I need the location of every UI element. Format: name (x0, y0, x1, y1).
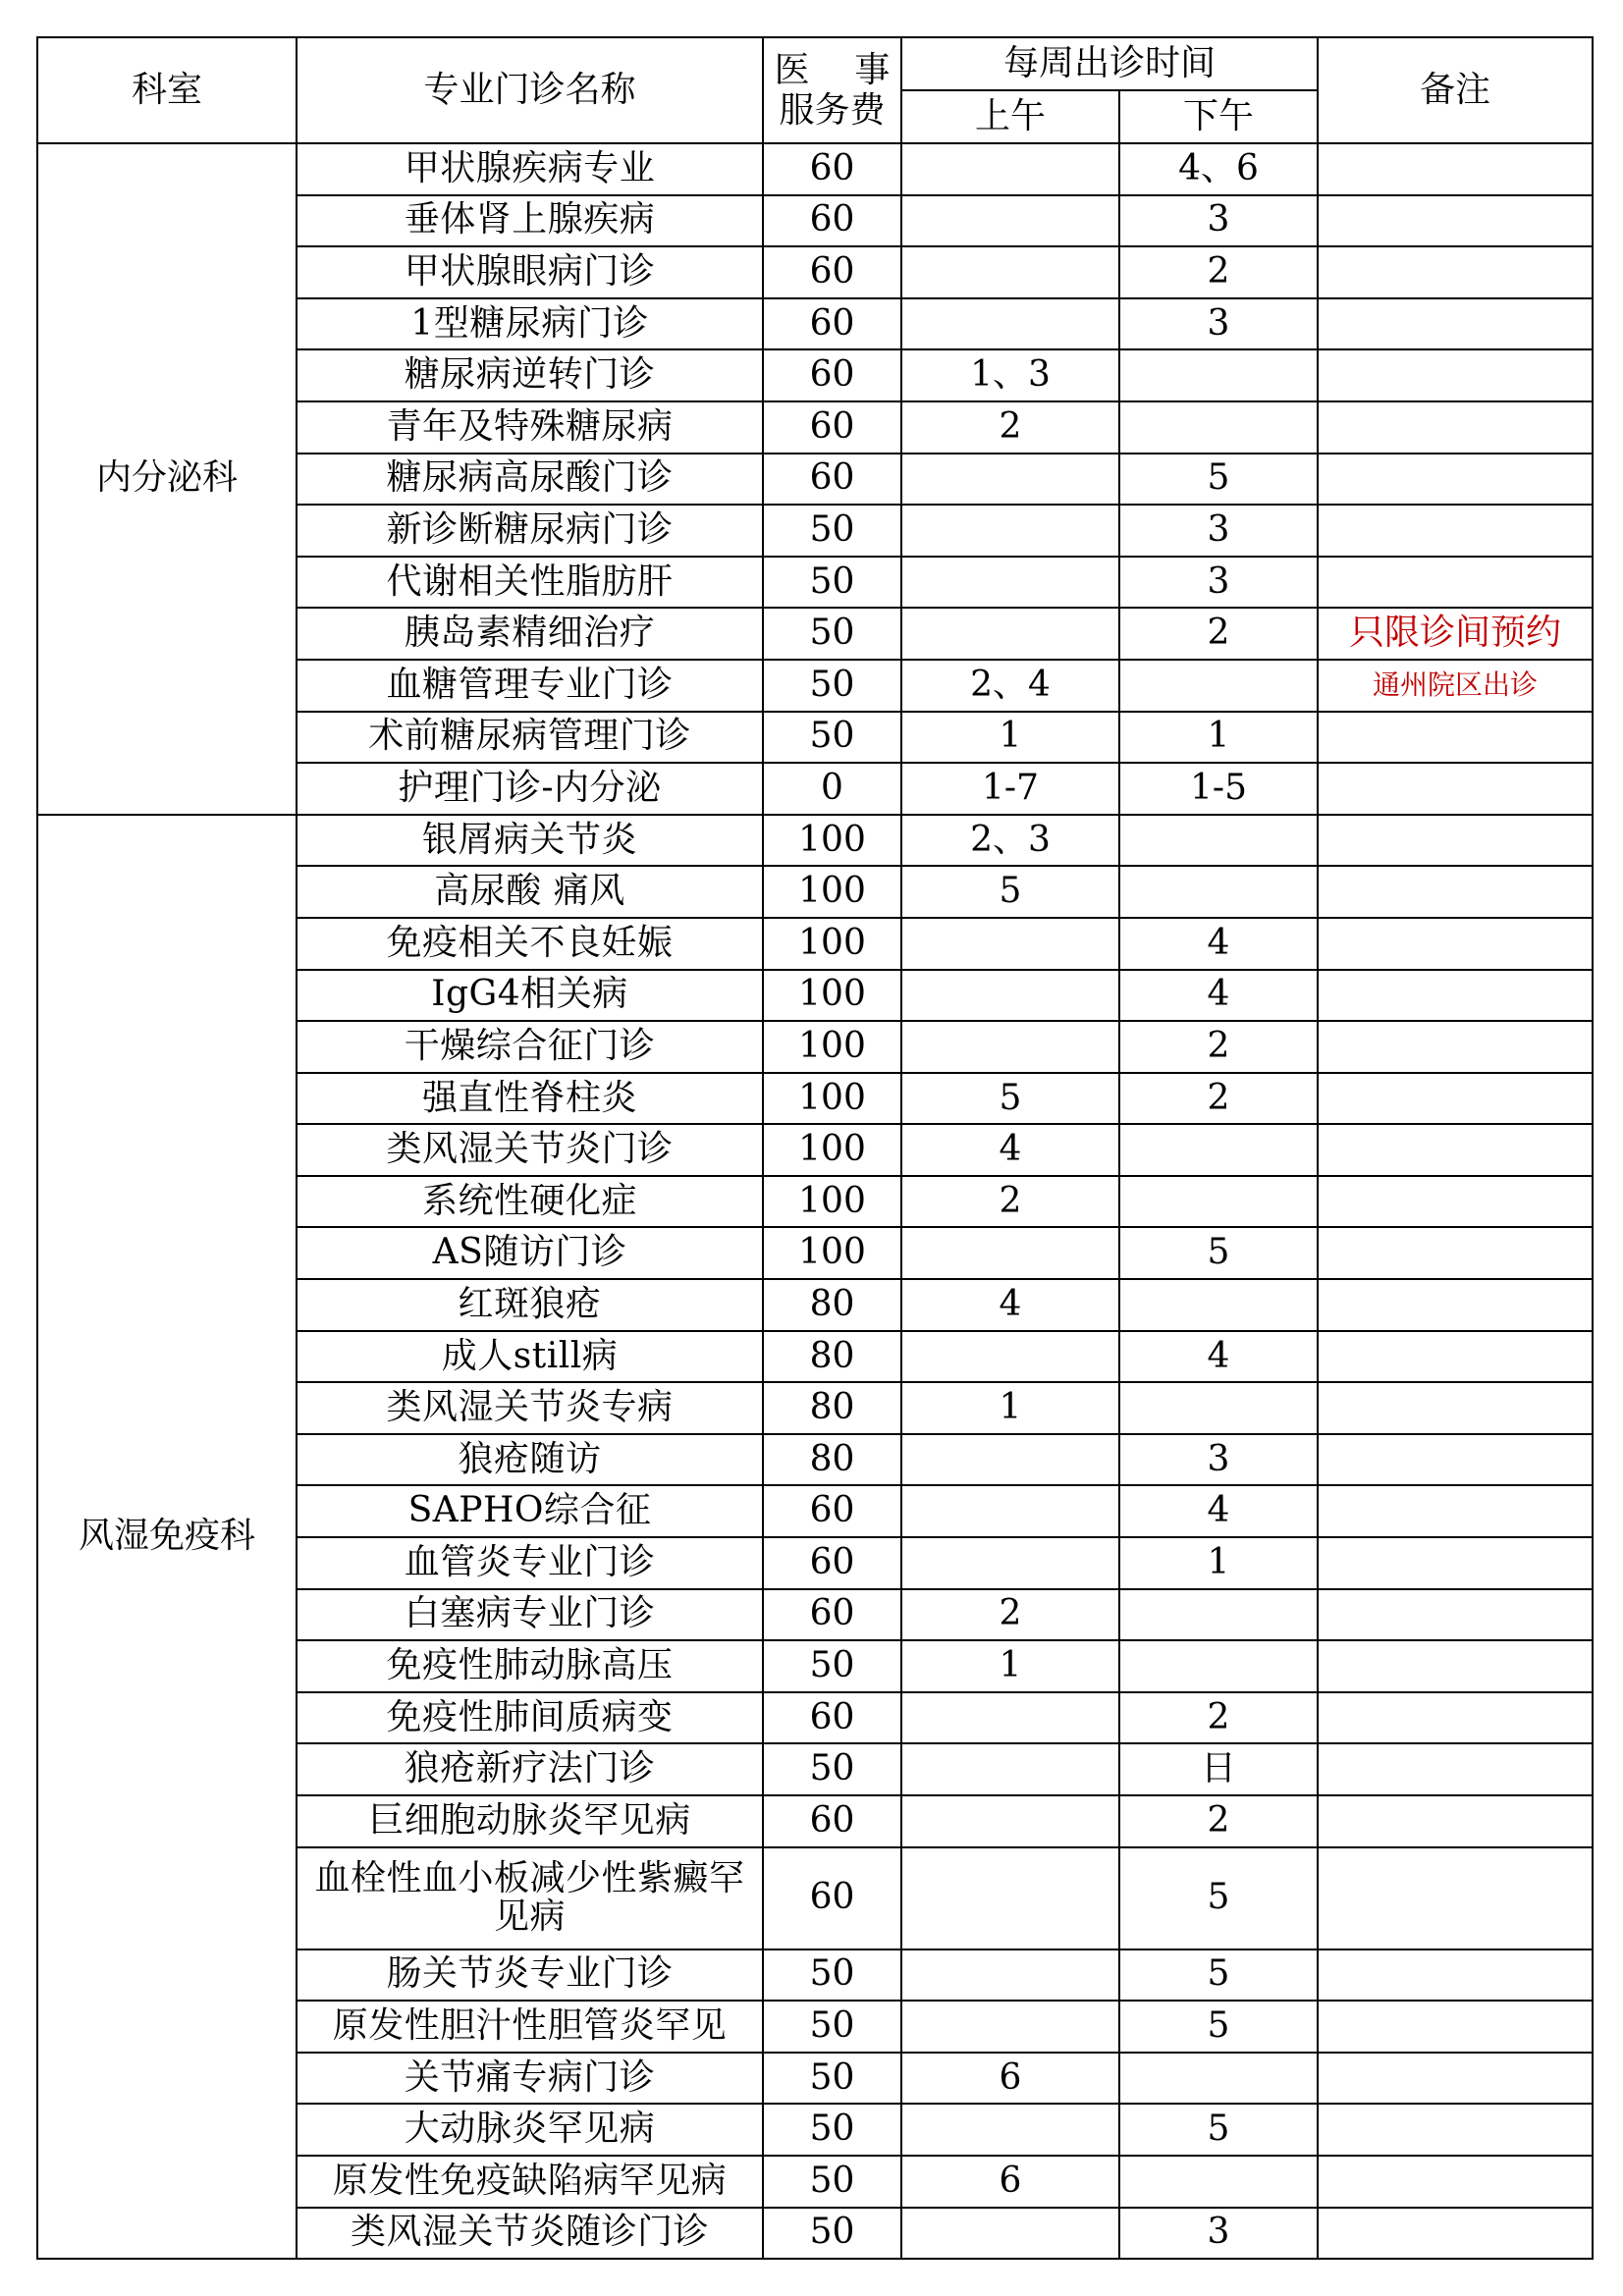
clinic-name-cell: 代谢相关性脂肪肝 (297, 557, 763, 609)
remark-cell (1318, 970, 1593, 1022)
am-cell (901, 1949, 1119, 2002)
clinic-name-cell: 红斑狼疮 (297, 1279, 763, 1331)
clinic-name-cell: IgG4相关病 (297, 970, 763, 1022)
fee-cell: 60 (763, 401, 901, 454)
fee-cell: 50 (763, 557, 901, 609)
fee-cell: 50 (763, 1640, 901, 1692)
fee-cell: 60 (763, 195, 901, 247)
am-cell: 6 (901, 2053, 1119, 2105)
am-cell: 2、3 (901, 815, 1119, 867)
remark-cell (1318, 246, 1593, 298)
am-cell (901, 608, 1119, 660)
am-cell (901, 970, 1119, 1022)
remark-cell: 通州院区出诊 (1318, 660, 1593, 712)
fee-cell: 100 (763, 1124, 901, 1176)
am-cell: 2、4 (901, 660, 1119, 712)
pm-cell (1119, 1124, 1318, 1176)
remark-cell (1318, 298, 1593, 350)
am-cell: 5 (901, 1073, 1119, 1125)
remark-cell (1318, 1589, 1593, 1641)
fee-cell: 60 (763, 349, 901, 401)
remark-cell (1318, 401, 1593, 454)
pm-cell: 5 (1119, 1847, 1318, 1949)
am-cell (901, 557, 1119, 609)
fee-cell: 50 (763, 1949, 901, 2002)
remark-cell (1318, 763, 1593, 815)
clinic-name-cell: 系统性硬化症 (297, 1176, 763, 1228)
pm-cell (1119, 2156, 1318, 2208)
clinic-name-cell: 类风湿关节炎随诊门诊 (297, 2208, 763, 2260)
remark-cell (1318, 1279, 1593, 1331)
am-cell (901, 1227, 1119, 1279)
pm-cell (1119, 1279, 1318, 1331)
am-cell (901, 143, 1119, 195)
remark-cell (1318, 1331, 1593, 1383)
pm-cell: 2 (1119, 1073, 1318, 1125)
table-body (37, 143, 1593, 2259)
remark-cell (1318, 1743, 1593, 1795)
am-cell: 5 (901, 866, 1119, 918)
clinic-name-cell: 糖尿病逆转门诊 (297, 349, 763, 401)
clinic-name-cell: 白塞病专业门诊 (297, 1589, 763, 1641)
am-cell: 4 (901, 1279, 1119, 1331)
pm-cell: 1 (1119, 1537, 1318, 1589)
fee-cell: 60 (763, 1795, 901, 1847)
fee-cell: 100 (763, 815, 901, 867)
am-cell (901, 1537, 1119, 1589)
pm-cell: 5 (1119, 2001, 1318, 2053)
header-am: 上午 (901, 90, 1119, 143)
pm-cell (1119, 1589, 1318, 1641)
clinic-name-cell: SAPHO综合征 (297, 1485, 763, 1537)
pm-cell (1119, 2053, 1318, 2105)
clinic-name-cell: 类风湿关节炎专病 (297, 1382, 763, 1434)
pm-cell (1119, 349, 1318, 401)
fee-cell: 100 (763, 866, 901, 918)
clinic-name-cell: 青年及特殊糖尿病 (297, 401, 763, 454)
remark-cell (1318, 143, 1593, 195)
remark-cell (1318, 815, 1593, 867)
fee-cell: 50 (763, 505, 901, 557)
header-weekly-time: 每周出诊时间 (901, 37, 1318, 90)
am-cell: 1 (901, 1640, 1119, 1692)
pm-cell: 3 (1119, 505, 1318, 557)
pm-cell (1119, 1382, 1318, 1434)
clinic-name-cell: 类风湿关节炎门诊 (297, 1124, 763, 1176)
pm-cell (1119, 815, 1318, 867)
remark-cell (1318, 1227, 1593, 1279)
pm-cell (1119, 866, 1318, 918)
fee-cell: 60 (763, 1537, 901, 1589)
fee-cell: 80 (763, 1331, 901, 1383)
pm-cell: 4 (1119, 1331, 1318, 1383)
pm-cell: 2 (1119, 1795, 1318, 1847)
clinic-name-cell: 强直性脊柱炎 (297, 1073, 763, 1125)
am-cell: 4 (901, 1124, 1119, 1176)
clinic-name-cell: 1型糖尿病门诊 (297, 298, 763, 350)
am-cell (901, 2104, 1119, 2156)
remark-cell (1318, 1124, 1593, 1176)
fee-cell: 60 (763, 1847, 901, 1949)
remark-cell (1318, 1176, 1593, 1228)
pm-cell: 2 (1119, 1021, 1318, 1073)
clinic-name-cell: 护理门诊-内分泌 (297, 763, 763, 815)
clinic-name-cell: 糖尿病高尿酸门诊 (297, 454, 763, 506)
remark-cell (1318, 712, 1593, 764)
clinic-name-cell: 银屑病关节炎 (297, 815, 763, 867)
am-cell: 2 (901, 401, 1119, 454)
am-cell (901, 1692, 1119, 1744)
remark-cell (1318, 1795, 1593, 1847)
pm-cell: 1-5 (1119, 763, 1318, 815)
table-header (37, 37, 1593, 143)
am-cell: 2 (901, 1589, 1119, 1641)
clinic-name-cell: 免疫相关不良妊娠 (297, 918, 763, 970)
clinic-name-cell: 甲状腺疾病专业 (297, 143, 763, 195)
header-fee (763, 37, 901, 143)
fee-cell: 0 (763, 763, 901, 815)
clinic-name-cell: 肠关节炎专业门诊 (297, 1949, 763, 2002)
clinic-name-cell: 免疫性肺间质病变 (297, 1692, 763, 1744)
pm-cell: 4 (1119, 918, 1318, 970)
remark-cell (1318, 349, 1593, 401)
fee-cell: 60 (763, 1692, 901, 1744)
header-pm: 下午 (1119, 90, 1318, 143)
header-fee-line2: 服务费 (779, 90, 886, 131)
pm-cell: 日 (1119, 1743, 1318, 1795)
am-cell (901, 195, 1119, 247)
fee-cell: 50 (763, 2156, 901, 2208)
dept-cell: 内分泌科 (37, 143, 297, 815)
fee-cell: 60 (763, 143, 901, 195)
am-cell (901, 918, 1119, 970)
remark-cell (1318, 2104, 1593, 2156)
clinic-name-cell: 高尿酸 痛风 (297, 866, 763, 918)
pm-cell: 5 (1119, 2104, 1318, 2156)
clinic-name-cell: 干燥综合征门诊 (297, 1021, 763, 1073)
fee-cell: 100 (763, 1227, 901, 1279)
remark-cell (1318, 2053, 1593, 2105)
fee-cell: 80 (763, 1279, 901, 1331)
am-cell (901, 1021, 1119, 1073)
fee-cell: 80 (763, 1434, 901, 1486)
pm-cell: 3 (1119, 557, 1318, 609)
fee-cell: 50 (763, 2053, 901, 2105)
clinic-name-cell: 胰岛素精细治疗 (297, 608, 763, 660)
clinic-name-cell: 血栓性血小板减少性紫癜罕见病 (297, 1847, 763, 1949)
pm-cell: 2 (1119, 1692, 1318, 1744)
header-fee-line1: 医 事 (774, 49, 891, 90)
am-cell (901, 1485, 1119, 1537)
pm-cell (1119, 401, 1318, 454)
clinic-name-cell: 甲状腺眼病门诊 (297, 246, 763, 298)
clinic-name-cell: 大动脉炎罕见病 (297, 2104, 763, 2156)
fee-cell: 100 (763, 1073, 901, 1125)
header-remark: 备注 (1318, 37, 1593, 143)
header-clinic-name: 专业门诊名称 (297, 37, 763, 143)
remark-cell (1318, 2208, 1593, 2260)
remark-cell (1318, 1847, 1593, 1949)
schedule-sheet (36, 36, 1592, 2260)
pm-cell: 5 (1119, 1227, 1318, 1279)
fee-cell: 100 (763, 1176, 901, 1228)
dept-cell: 风湿免疫科 (37, 815, 297, 2259)
table-row (37, 815, 1593, 867)
am-cell: 2 (901, 1176, 1119, 1228)
remark-cell (1318, 1073, 1593, 1125)
fee-cell: 50 (763, 2104, 901, 2156)
am-cell (901, 1434, 1119, 1486)
remark-cell (1318, 1692, 1593, 1744)
fee-cell: 100 (763, 1021, 901, 1073)
clinic-name-cell: 原发性免疫缺陷病罕见病 (297, 2156, 763, 2208)
remark-cell (1318, 1021, 1593, 1073)
header-dept: 科室 (37, 37, 297, 143)
clinic-name-cell: 成人still病 (297, 1331, 763, 1383)
am-cell (901, 298, 1119, 350)
pm-cell (1119, 660, 1318, 712)
remark-cell (1318, 195, 1593, 247)
pm-cell: 5 (1119, 1949, 1318, 2002)
remark-cell (1318, 505, 1593, 557)
am-cell (901, 1743, 1119, 1795)
am-cell (901, 1331, 1119, 1383)
am-cell (901, 1795, 1119, 1847)
pm-cell: 4 (1119, 970, 1318, 1022)
fee-cell: 60 (763, 1485, 901, 1537)
pm-cell: 2 (1119, 608, 1318, 660)
clinic-name-cell: 血糖管理专业门诊 (297, 660, 763, 712)
pm-cell (1119, 1640, 1318, 1692)
fee-cell: 60 (763, 246, 901, 298)
fee-cell: 50 (763, 2001, 901, 2053)
fee-cell: 50 (763, 2208, 901, 2260)
remark-cell: 只限诊间预约 (1318, 608, 1593, 660)
am-cell (901, 2001, 1119, 2053)
clinic-name-cell: 免疫性肺动脉高压 (297, 1640, 763, 1692)
fee-cell: 50 (763, 1743, 901, 1795)
remark-cell (1318, 2001, 1593, 2053)
clinic-name-cell: 狼疮新疗法门诊 (297, 1743, 763, 1795)
table-row (37, 143, 1593, 195)
remark-cell (1318, 866, 1593, 918)
clinic-name-cell: 关节痛专病门诊 (297, 2053, 763, 2105)
remark-cell (1318, 2156, 1593, 2208)
am-cell (901, 246, 1119, 298)
am-cell (901, 505, 1119, 557)
fee-cell: 100 (763, 970, 901, 1022)
clinic-name-cell: AS随访门诊 (297, 1227, 763, 1279)
clinic-name-cell: 狼疮随访 (297, 1434, 763, 1486)
remark-cell (1318, 1640, 1593, 1692)
fee-cell: 60 (763, 298, 901, 350)
remark-cell (1318, 1485, 1593, 1537)
fee-cell: 60 (763, 1589, 901, 1641)
fee-cell: 50 (763, 660, 901, 712)
remark-cell (1318, 454, 1593, 506)
pm-cell: 3 (1119, 195, 1318, 247)
fee-cell: 50 (763, 608, 901, 660)
clinic-name-cell: 原发性胆汁性胆管炎罕见 (297, 2001, 763, 2053)
remark-cell (1318, 1949, 1593, 2002)
am-cell (901, 454, 1119, 506)
fee-cell: 100 (763, 918, 901, 970)
clinic-name-cell: 巨细胞动脉炎罕见病 (297, 1795, 763, 1847)
remark-cell (1318, 557, 1593, 609)
pm-cell: 4 (1119, 1485, 1318, 1537)
pm-cell (1119, 1176, 1318, 1228)
am-cell: 1 (901, 712, 1119, 764)
pm-cell: 3 (1119, 1434, 1318, 1486)
am-cell: 1、3 (901, 349, 1119, 401)
clinic-name-cell: 术前糖尿病管理门诊 (297, 712, 763, 764)
pm-cell: 1 (1119, 712, 1318, 764)
am-cell (901, 1847, 1119, 1949)
pm-cell: 4、6 (1119, 143, 1318, 195)
remark-cell (1318, 1537, 1593, 1589)
fee-cell: 50 (763, 712, 901, 764)
pm-cell: 3 (1119, 2208, 1318, 2260)
pm-cell: 2 (1119, 246, 1318, 298)
pm-cell: 5 (1119, 454, 1318, 506)
am-cell (901, 2208, 1119, 2260)
remark-cell (1318, 918, 1593, 970)
pm-cell: 3 (1119, 298, 1318, 350)
clinic-name-cell: 新诊断糖尿病门诊 (297, 505, 763, 557)
am-cell: 1-7 (901, 763, 1119, 815)
fee-cell: 80 (763, 1382, 901, 1434)
am-cell: 1 (901, 1382, 1119, 1434)
clinic-schedule-table (36, 36, 1594, 2260)
clinic-name-cell: 血管炎专业门诊 (297, 1537, 763, 1589)
remark-cell (1318, 1434, 1593, 1486)
am-cell: 6 (901, 2156, 1119, 2208)
clinic-name-cell: 垂体肾上腺疾病 (297, 195, 763, 247)
remark-cell (1318, 1382, 1593, 1434)
fee-cell: 60 (763, 454, 901, 506)
